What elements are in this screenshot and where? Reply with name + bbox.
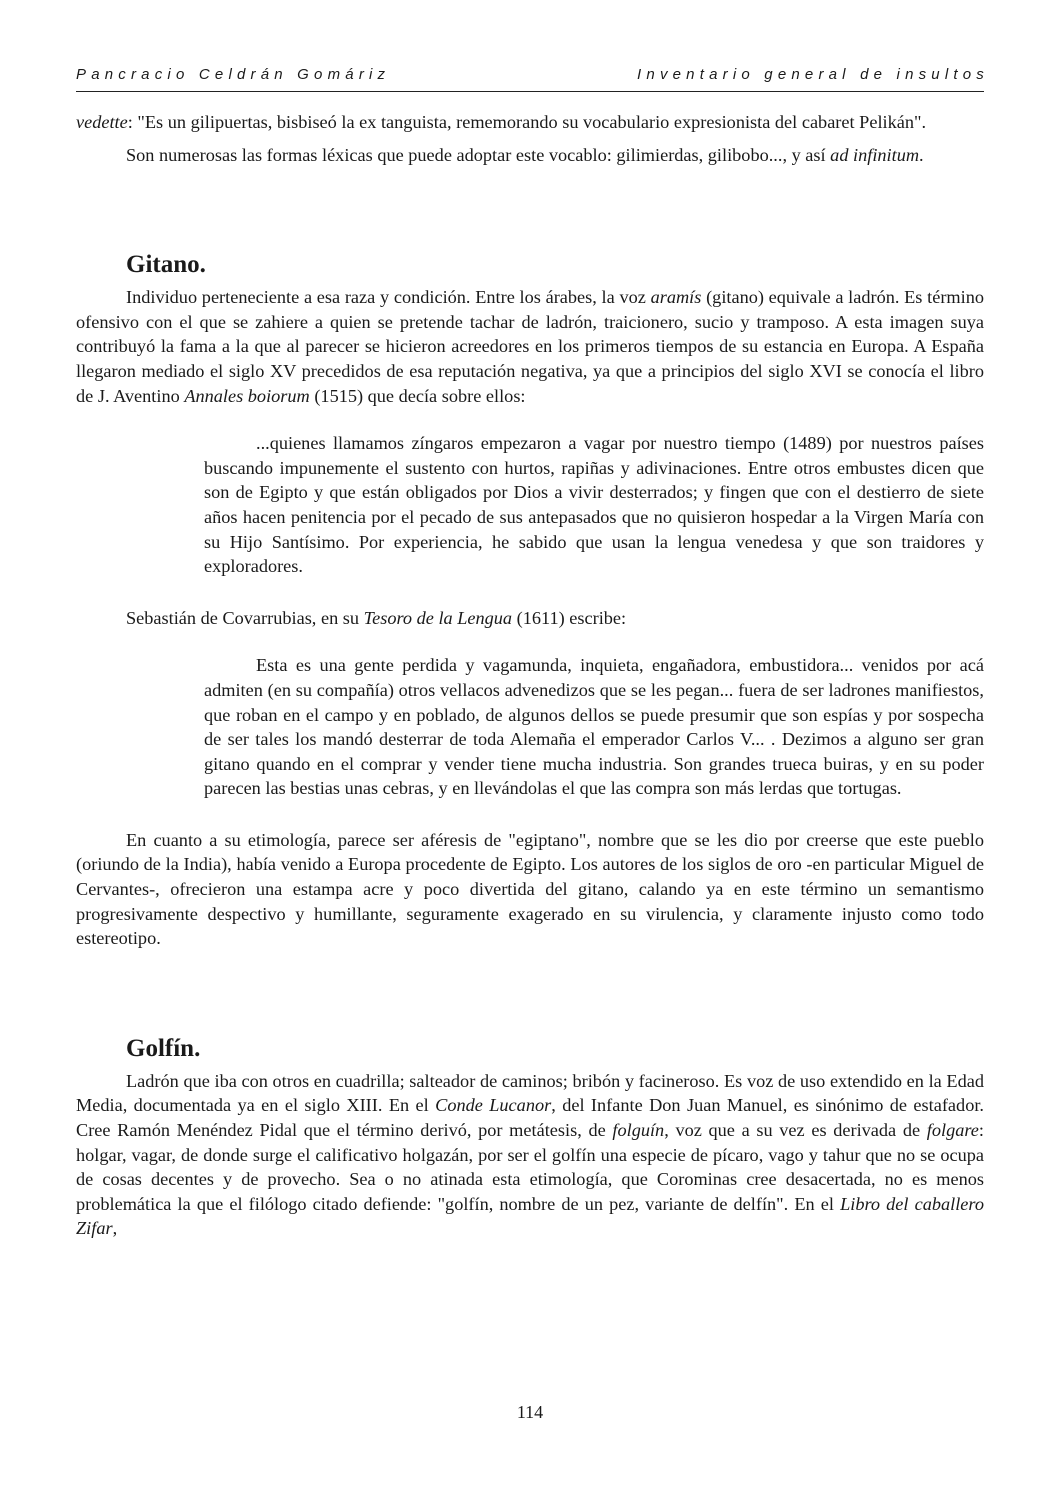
gitano-italic: Tesoro de la Lengua: [363, 607, 513, 628]
gitano-paragraph-3: En cuanto a su etimología, parece ser aféresis de "egiptano", nombre que se les dio por creerse que este pueblo (oriundo de la India), había venido a Europa procedente de Egipto. Los autores de los siglos de oro -en particular Miguel de Cervantes-, ofrecieron una estampa acre y poco divertida del gitano, calando ya en este término un semantismo progresivamente despectivo y humillante, seguramente exagerado en su virulencia, y claramente injusto como todo estereotipo.: [76, 829, 984, 949]
header-author: Pancracio Celdrán Gomáriz: [76, 66, 391, 83]
golfin-text: , del Infante Don Juan Manuel, es sinónimo de estafador. Cree Ramón Menéndez Pidal que el término derivó, por metátesis, de: [76, 1095, 984, 1141]
gitano-paragraph-1: [76, 285, 984, 408]
gitano-paragraph-2: [76, 606, 984, 631]
entry-heading-golfin: Golfín.: [126, 1034, 201, 1062]
golfin-italic: Libro del caballero Zifar: [76, 1193, 984, 1239]
block-quote-covarrubias: [204, 653, 984, 801]
gitano-text: Individuo perteneciente a esa raza y condición. Entre los árabes, la voz: [126, 287, 651, 308]
quote-text: ...quienes llamamos zíngaros empezaron a vagar por nuestro tiempo (1489) por nuestros países buscando impunemente el sustento con hurtos, rapiñas y adivinaciones. Entre otros embustes dicen que son de Egipto y que están obligados por Dios a vivir desterrados; y fingen que con el destierro de siete años hacen penitencia por el pecado de sus antepasados que no quisieron hospedar a la Virgen María con su Hijo Santísimo. Por experiencia, he sabido que usan la lengua venedesa y que son traidores y exploradores.: [204, 433, 984, 577]
golfin-text: ,: [112, 1218, 118, 1239]
quote-text: Esta es una gente perdida y vagamunda, inquieta, engañadora, embustidora... venidos por acá admiten (en su compañía) otros vellacos advenedizos que se les pegan... fuera de ser ladrones manifiestos, que roban en el campo y en poblado, de algunos dellos se puede presumir que son espías y por sospecha de ser tales los mandó desterrar de toda Alemaña el emperador Carlos V... . Dezimos a alguno ser gran gitano quando en el comprar y vender tiene mucha industria. Son grandes trueca buiras, y en su poder parecen las bestias unas cebras, y en llevándolas el que las compra son más lerdas que tortugas.: [204, 655, 984, 799]
intro-paragraph-1: [76, 110, 984, 135]
gitano-italic: aramís: [650, 287, 702, 308]
intro-text: Son numerosas las formas léxicas que puede adoptar este vocablo: gilimierdas, gilibobo..., y así: [126, 144, 831, 165]
intro-italic-term: ad infinitum: [830, 144, 920, 165]
page-number: 114: [516, 1402, 544, 1422]
header-book-title: Inventario general de insultos: [637, 66, 989, 83]
gitano-text: (1611) escribe:: [512, 607, 627, 628]
page-body: [76, 110, 984, 1241]
golfin-text: , voz que a su vez es derivada de: [664, 1120, 927, 1141]
golfin-text: : holgar, vagar, de donde surge el calificativo holgazán, por ser el golfín una especie de pícaro, vago y tahur que no se ocupa de cosas decentes y de provecho. Sea o no atinada esta etimología, que Corominas cree desacertada, no es menos problemática la que el filólogo citado defiende: "golfín, nombre de un pez, variante de delfín". En el: [76, 1120, 985, 1214]
intro-paragraph-2: [76, 143, 984, 168]
intro-italic-term: vedette: [76, 112, 128, 132]
gitano-italic: Annales boiorum: [184, 385, 310, 406]
block-quote-aventino: [204, 431, 984, 579]
golfin-italic: Conde Lucanor: [435, 1095, 552, 1116]
entry-heading-gitano: Gitano.: [126, 251, 206, 279]
intro-text: .: [919, 144, 924, 165]
running-header: [76, 66, 989, 92]
gitano-text: Sebastián de Covarrubias, en su: [126, 607, 364, 628]
intro-text: : "Es un gilipuertas, bisbiseó la ex tanguista, rememorando su vocabulario expresionista del cabaret Pelikán".: [127, 112, 927, 132]
golfin-italic: folgare: [926, 1120, 979, 1141]
golfin-italic: folguín: [612, 1120, 665, 1141]
golfin-paragraph-1: [76, 1069, 984, 1241]
golfin-text: Ladrón que iba con otros en cuadrilla; salteador de caminos; bribón y facineroso. Es voz de uso extendido en la Edad Media, documentada ya en el siglo XIII. En el: [76, 1070, 984, 1116]
gitano-text: (gitano) equivale a ladrón. Es término ofensivo con el que se zahiere a quien se pretende tachar de ladrón, traicionero, sucio y tramposo. A esta imagen suya contribuyó la fama a la que al parecer se hicieron acreedores en los primeros tiempos de su estancia en Europa. A España llegaron mediado el siglo XV precedidos de esa reputación negativa, ya que a principios del siglo XVI se conocía el libro de J. Aventino: [76, 287, 984, 406]
gitano-text: (1515) que decía sobre ellos:: [309, 385, 526, 406]
